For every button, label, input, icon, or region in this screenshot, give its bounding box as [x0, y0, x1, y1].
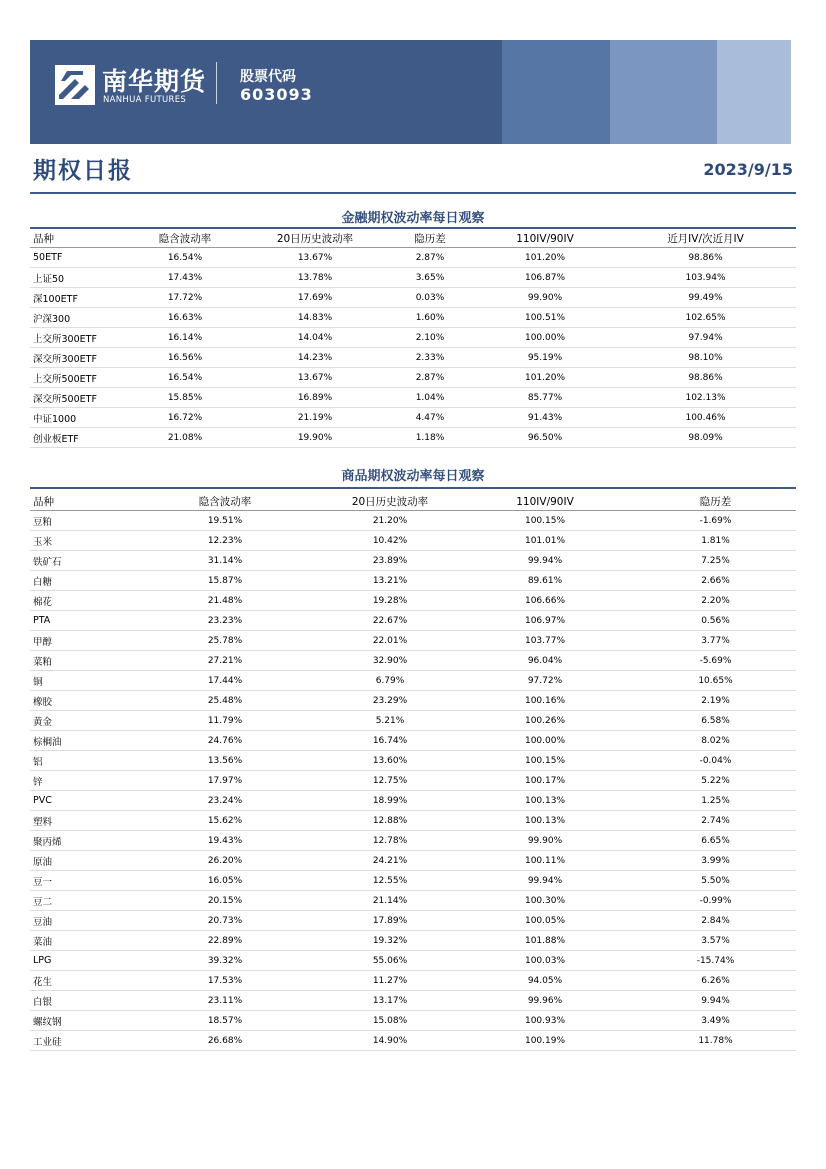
table-cell: 11.27% [325, 971, 455, 991]
row-label: 豆粕 [30, 511, 125, 531]
table-cell: 3.49% [635, 1011, 796, 1031]
table-cell: 2.66% [635, 571, 796, 591]
table-cell: 99.90% [475, 288, 615, 308]
table-row [30, 731, 796, 751]
table-cell: 16.54% [125, 248, 245, 268]
table-cell: 100.46% [615, 408, 796, 428]
table-row [30, 368, 796, 388]
table-cell: 22.67% [325, 611, 455, 631]
table-cell: 15.87% [125, 571, 325, 591]
table-cell: 14.23% [245, 348, 385, 368]
table-cell: 16.56% [125, 348, 245, 368]
row-label: 聚丙烯 [30, 831, 125, 851]
table-cell: 96.50% [475, 428, 615, 448]
table-cell: 2.87% [385, 248, 475, 268]
table-cell: 13.67% [245, 248, 385, 268]
table-cell: 98.09% [615, 428, 796, 448]
table-cell: 21.19% [245, 408, 385, 428]
table-row [30, 631, 796, 651]
row-label: 铜 [30, 671, 125, 691]
table-cell: 31.14% [125, 551, 325, 571]
table-header-row [30, 230, 796, 248]
commodity-section-title: 商品期权波动率每日观察 [341, 469, 485, 484]
divider [30, 487, 796, 489]
table-cell: 32.90% [325, 651, 455, 671]
table-cell: 20.15% [125, 891, 325, 911]
table-cell: 13.60% [325, 751, 455, 771]
table-cell: 16.72% [125, 408, 245, 428]
table-cell: 16.54% [125, 368, 245, 388]
table-cell: 8.02% [635, 731, 796, 751]
table-cell: 7.25% [635, 551, 796, 571]
row-label: 深交所300ETF [30, 348, 125, 368]
table-cell: 101.20% [475, 248, 615, 268]
table-cell: -0.99% [635, 891, 796, 911]
table-cell: 24.21% [325, 851, 455, 871]
row-label: 深100ETF [30, 288, 125, 308]
row-label: PVC [30, 791, 125, 811]
table-cell: 18.57% [125, 1011, 325, 1031]
row-label: 创业板ETF [30, 428, 125, 448]
table-cell: 15.08% [325, 1011, 455, 1031]
column-header: 品种 [30, 230, 125, 248]
table-cell: 12.55% [325, 871, 455, 891]
table-cell: 19.28% [325, 591, 455, 611]
table-row [30, 871, 796, 891]
table-cell: 6.79% [325, 671, 455, 691]
table-cell: 19.43% [125, 831, 325, 851]
table-row [30, 651, 796, 671]
table-cell: 106.66% [455, 591, 635, 611]
table-cell: 11.79% [125, 711, 325, 731]
table-cell: 2.84% [635, 911, 796, 931]
column-header: 20日历史波动率 [325, 493, 455, 511]
column-header: 20日历史波动率 [245, 230, 385, 248]
table-cell: 13.78% [245, 268, 385, 288]
table-cell: 99.90% [455, 831, 635, 851]
table-cell: 16.14% [125, 328, 245, 348]
row-label: 豆二 [30, 891, 125, 911]
table-cell: 23.89% [325, 551, 455, 571]
table-cell: 1.81% [635, 531, 796, 551]
table-cell: 19.51% [125, 511, 325, 531]
row-label: 黄金 [30, 711, 125, 731]
table-cell: 15.62% [125, 811, 325, 831]
row-label: 上交所500ETF [30, 368, 125, 388]
table-cell: 26.20% [125, 851, 325, 871]
commodity-volatility-table [30, 493, 796, 1051]
column-header: 隐含波动率 [125, 230, 245, 248]
table-cell: 14.04% [245, 328, 385, 348]
table-cell: 100.16% [455, 691, 635, 711]
table-cell: 16.89% [245, 388, 385, 408]
row-label: 螺纹钢 [30, 1011, 125, 1031]
table-row [30, 328, 796, 348]
row-label: LPG [30, 951, 125, 971]
table-cell: 89.61% [455, 571, 635, 591]
table-cell: 14.90% [325, 1031, 455, 1051]
table-cell: 102.13% [615, 388, 796, 408]
row-label: 铁矿石 [30, 551, 125, 571]
table-cell: 19.90% [245, 428, 385, 448]
table-cell: 3.57% [635, 931, 796, 951]
table-cell: 1.18% [385, 428, 475, 448]
table-row [30, 1031, 796, 1051]
row-label: 上证50 [30, 268, 125, 288]
stock-code: 603093 [240, 85, 313, 104]
table-cell: 100.15% [455, 511, 635, 531]
table-row [30, 911, 796, 931]
table-cell: 12.78% [325, 831, 455, 851]
table-cell: -5.69% [635, 651, 796, 671]
table-cell: 25.48% [125, 691, 325, 711]
table-cell: 10.65% [635, 671, 796, 691]
table-cell: 17.72% [125, 288, 245, 308]
table-cell: 21.14% [325, 891, 455, 911]
table-cell: 99.96% [455, 991, 635, 1011]
table-row [30, 711, 796, 731]
divider [216, 62, 217, 104]
table-cell: 17.53% [125, 971, 325, 991]
table-row [30, 288, 796, 308]
table-cell: 17.43% [125, 268, 245, 288]
table-cell: 13.56% [125, 751, 325, 771]
table-cell: 22.01% [325, 631, 455, 651]
table-row [30, 691, 796, 711]
table-cell: 13.67% [245, 368, 385, 388]
brand-name-en: NANHUA FUTURES [103, 95, 187, 105]
row-label: 甲醇 [30, 631, 125, 651]
table-row [30, 931, 796, 951]
table-cell: -15.74% [635, 951, 796, 971]
row-label: PTA [30, 611, 125, 631]
financial-section-title: 金融期权波动率每日观察 [341, 211, 485, 226]
table-cell: 5.50% [635, 871, 796, 891]
table-cell: 100.00% [455, 731, 635, 751]
table-cell: 102.65% [615, 308, 796, 328]
brand-name: 南华期货 [102, 67, 207, 96]
row-label: 塑料 [30, 811, 125, 831]
table-row [30, 811, 796, 831]
table-cell: 2.20% [635, 591, 796, 611]
table-cell: 4.47% [385, 408, 475, 428]
table-cell: 16.74% [325, 731, 455, 751]
table-cell: 55.06% [325, 951, 455, 971]
table-cell: 6.58% [635, 711, 796, 731]
table-cell: 0.56% [635, 611, 796, 631]
table-cell: 16.63% [125, 308, 245, 328]
table-cell: 2.10% [385, 328, 475, 348]
table-row [30, 971, 796, 991]
table-row [30, 428, 796, 448]
table-cell: -1.69% [635, 511, 796, 531]
table-cell: 85.77% [475, 388, 615, 408]
table-cell: 100.03% [455, 951, 635, 971]
table-cell: 12.75% [325, 771, 455, 791]
nanhua-logo-icon [55, 65, 95, 105]
table-row [30, 571, 796, 591]
table-cell: -0.04% [635, 751, 796, 771]
table-cell: 97.94% [615, 328, 796, 348]
table-cell: 17.69% [245, 288, 385, 308]
table-cell: 25.78% [125, 631, 325, 651]
table-body [30, 511, 796, 1051]
header-banner [30, 40, 791, 144]
table-row [30, 408, 796, 428]
divider [30, 227, 796, 229]
table-cell: 21.48% [125, 591, 325, 611]
table-cell: 5.22% [635, 771, 796, 791]
table-cell: 100.11% [455, 851, 635, 871]
table-cell: 97.72% [455, 671, 635, 691]
table-cell: 9.94% [635, 991, 796, 1011]
banner-stripe [502, 40, 610, 144]
table-cell: 98.10% [615, 348, 796, 368]
table-cell: 101.88% [455, 931, 635, 951]
table-cell: 106.97% [455, 611, 635, 631]
table-cell: 12.23% [125, 531, 325, 551]
divider [30, 192, 796, 194]
table-row [30, 308, 796, 328]
table-row [30, 771, 796, 791]
table-cell: 22.89% [125, 931, 325, 951]
row-label: 50ETF [30, 248, 125, 268]
table-cell: 3.65% [385, 268, 475, 288]
table-header-row [30, 493, 796, 511]
report-title: 期权日报 [33, 158, 133, 184]
table-cell: 103.94% [615, 268, 796, 288]
table-cell: 3.77% [635, 631, 796, 651]
row-label: 豆油 [30, 911, 125, 931]
table-row [30, 951, 796, 971]
table-cell: 24.76% [125, 731, 325, 751]
row-label: 玉米 [30, 531, 125, 551]
table-row [30, 791, 796, 811]
row-label: 深交所500ETF [30, 388, 125, 408]
table-cell: 20.73% [125, 911, 325, 931]
table-cell: 100.19% [455, 1031, 635, 1051]
row-label: 豆一 [30, 871, 125, 891]
row-label: 中证1000 [30, 408, 125, 428]
table-cell: 12.88% [325, 811, 455, 831]
table-cell: 98.86% [615, 368, 796, 388]
table-cell: 101.01% [455, 531, 635, 551]
row-label: 花生 [30, 971, 125, 991]
table-cell: 23.24% [125, 791, 325, 811]
table-cell: 100.15% [455, 751, 635, 771]
table-cell: 98.86% [615, 248, 796, 268]
table-body [30, 248, 796, 448]
table-cell: 1.60% [385, 308, 475, 328]
table-cell: 2.74% [635, 811, 796, 831]
table-row [30, 611, 796, 631]
table-row [30, 268, 796, 288]
table-cell: 0.03% [385, 288, 475, 308]
column-header: 隐历差 [385, 230, 475, 248]
table-cell: 17.89% [325, 911, 455, 931]
banner-stripe [717, 40, 791, 144]
table-cell: 1.04% [385, 388, 475, 408]
banner-stripe [610, 40, 717, 144]
table-row [30, 248, 796, 268]
row-label: 锌 [30, 771, 125, 791]
report-date: 2023/9/15 [703, 160, 793, 179]
table-cell: 5.21% [325, 711, 455, 731]
table-cell: 6.65% [635, 831, 796, 851]
stock-code-label: 股票代码 [240, 69, 296, 85]
table-cell: 23.23% [125, 611, 325, 631]
column-header: 隐历差 [635, 493, 796, 511]
table-cell: 100.13% [455, 811, 635, 831]
column-header: 110IV/90IV [455, 493, 635, 511]
table-cell: 95.19% [475, 348, 615, 368]
row-label: 菜油 [30, 931, 125, 951]
table-cell: 94.05% [455, 971, 635, 991]
table-cell: 101.20% [475, 368, 615, 388]
table-cell: 99.49% [615, 288, 796, 308]
table-cell: 100.17% [455, 771, 635, 791]
table-cell: 15.85% [125, 388, 245, 408]
table-row [30, 671, 796, 691]
table-cell: 26.68% [125, 1031, 325, 1051]
row-label: 橡胶 [30, 691, 125, 711]
row-label: 铝 [30, 751, 125, 771]
table-cell: 21.08% [125, 428, 245, 448]
row-label: 白糖 [30, 571, 125, 591]
table-cell: 13.17% [325, 991, 455, 1011]
table-cell: 2.33% [385, 348, 475, 368]
table-cell: 14.83% [245, 308, 385, 328]
table-cell: 3.99% [635, 851, 796, 871]
table-cell: 99.94% [455, 551, 635, 571]
column-header: 品种 [30, 493, 125, 511]
table-cell: 99.94% [455, 871, 635, 891]
table-cell: 96.04% [455, 651, 635, 671]
table-cell: 17.97% [125, 771, 325, 791]
table-cell: 100.93% [455, 1011, 635, 1031]
table-cell: 91.43% [475, 408, 615, 428]
row-label: 原油 [30, 851, 125, 871]
row-label: 棉花 [30, 591, 125, 611]
table-cell: 23.29% [325, 691, 455, 711]
row-label: 菜粕 [30, 651, 125, 671]
column-header: 隐含波动率 [125, 493, 325, 511]
table-cell: 21.20% [325, 511, 455, 531]
table-row [30, 511, 796, 531]
column-header: 110IV/90IV [475, 230, 615, 248]
table-row [30, 891, 796, 911]
table-cell: 100.13% [455, 791, 635, 811]
table-cell: 39.32% [125, 951, 325, 971]
table-cell: 100.05% [455, 911, 635, 931]
table-cell: 100.51% [475, 308, 615, 328]
table-row [30, 388, 796, 408]
table-row [30, 551, 796, 571]
row-label: 工业硅 [30, 1031, 125, 1051]
table-row [30, 851, 796, 871]
financial-volatility-table [30, 230, 796, 448]
table-row [30, 1011, 796, 1031]
table-row [30, 751, 796, 771]
row-label: 上交所300ETF [30, 328, 125, 348]
row-label: 棕榈油 [30, 731, 125, 751]
table-row [30, 348, 796, 368]
table-cell: 18.99% [325, 791, 455, 811]
row-label: 沪深300 [30, 308, 125, 328]
row-label: 白银 [30, 991, 125, 1011]
table-cell: 103.77% [455, 631, 635, 651]
table-cell: 17.44% [125, 671, 325, 691]
table-cell: 27.21% [125, 651, 325, 671]
table-cell: 13.21% [325, 571, 455, 591]
table-cell: 10.42% [325, 531, 455, 551]
table-cell: 19.32% [325, 931, 455, 951]
table-row [30, 591, 796, 611]
table-cell: 100.26% [455, 711, 635, 731]
table-row [30, 531, 796, 551]
table-cell: 23.11% [125, 991, 325, 1011]
table-cell: 100.30% [455, 891, 635, 911]
table-cell: 1.25% [635, 791, 796, 811]
table-cell: 106.87% [475, 268, 615, 288]
table-cell: 100.00% [475, 328, 615, 348]
table-cell: 2.87% [385, 368, 475, 388]
table-cell: 2.19% [635, 691, 796, 711]
table-row [30, 831, 796, 851]
table-cell: 16.05% [125, 871, 325, 891]
table-cell: 6.26% [635, 971, 796, 991]
table-row [30, 991, 796, 1011]
table-cell: 11.78% [635, 1031, 796, 1051]
column-header: 近月IV/次近月IV [615, 230, 796, 248]
